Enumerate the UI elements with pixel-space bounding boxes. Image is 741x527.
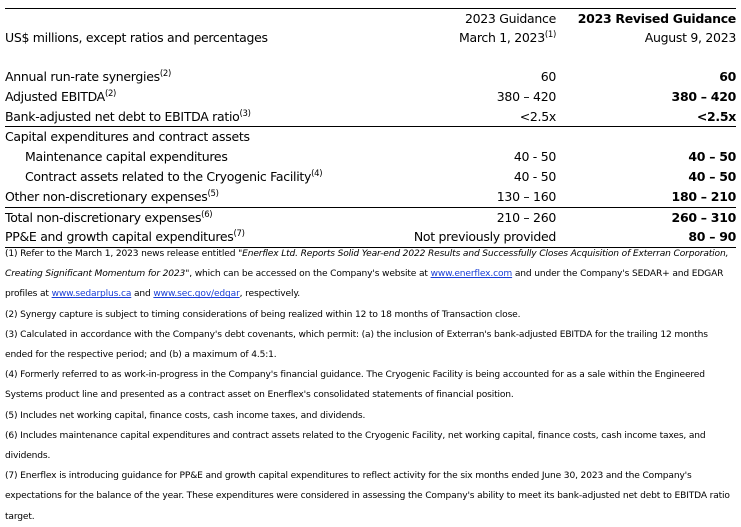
- units-label: US$ millions, except ratios and percentages: [5, 30, 268, 45]
- footnote-ref: (6): [201, 209, 213, 220]
- table-row: [5, 187, 736, 208]
- revised-guidance-value: 260 – 310: [671, 209, 736, 225]
- footnote-4: (4) Formerly referred to as work-in-progress in the Company's financial guidance. The Cryogenic Facility is being accounted for as a sale within the Engineered Systems product line and presented as a contract asset on Enerflex's consolidated statements of financial position.: [5, 370, 705, 401]
- col-prior-date-text: March 1, 2023: [458, 30, 545, 45]
- header-row-2: [5, 28, 736, 47]
- row-label-text: Contract assets related to the Cryogenic Facility: [25, 168, 312, 184]
- table-row: [5, 208, 736, 228]
- row-label: [5, 167, 346, 187]
- footnote-7: (7) Enerflex is introducing guidance for PP&E and growth capital expenditures to reflect activity for the six months ended June 30, 2023 and the Company's expectations for the balance of the year. These expenditures were considered in assessing the Company's ability to meet its bank-adjusted net debt to EBITDA ratio target.: [5, 471, 730, 522]
- row-label: [5, 87, 346, 107]
- revised-guidance-value: 60: [719, 69, 736, 84]
- release-title: "Enerflex Ltd. Reports Solid Year-end 2022 Results and Successfully Closes Acquisition of Exterran Corporation, Creating Significant Momentum for 2023": [5, 249, 729, 280]
- footnote-ref: (4): [311, 168, 323, 179]
- row-label: [5, 147, 346, 167]
- footnote-ref: (2): [159, 69, 171, 79]
- row-label-text: PP&E and growth capital expenditures: [5, 229, 234, 245]
- row-label-text: Adjusted EBITDA: [5, 88, 105, 104]
- footnote-text: and under the Company's SEDAR+ and EDGAR profiles at: [5, 269, 724, 300]
- prior-guidance-value: 380 – 420: [496, 88, 556, 104]
- header-row-1: [5, 9, 736, 28]
- row-label-text: Annual run-rate synergies: [5, 69, 160, 84]
- prior-guidance-value: 40 - 50: [513, 149, 556, 165]
- row-label-text: Maintenance capital expenditures: [25, 149, 228, 165]
- revised-guidance-value: 40 – 50: [688, 168, 736, 184]
- row-label-text: Bank-adjusted net debt to EBITDA ratio: [5, 108, 240, 124]
- table-row: [5, 127, 736, 147]
- table-row: [5, 87, 736, 107]
- row-label: [5, 107, 346, 127]
- footnotes: [5, 244, 736, 527]
- prior-guidance-value: 210 – 260: [496, 209, 556, 225]
- prior-guidance-value: 60: [540, 69, 556, 84]
- revised-guidance-value: 40 – 50: [688, 149, 736, 165]
- row-label-text: Total non-discretionary expenses: [5, 209, 202, 225]
- revised-guidance-value: <2.5x: [696, 108, 736, 124]
- footnote-text: (1) Refer to the March 1, 2023 news release entitled: [5, 249, 239, 259]
- footnote-2: (2) Synergy capture is subject to timing considerations of being realized within 12 to 18 months of Transaction close.: [5, 309, 521, 320]
- footnote-ref: (3): [239, 108, 251, 119]
- sedarplus-link[interactable]: www.sedarplus.ca: [51, 289, 132, 300]
- footnote-6: (6) Includes maintenance capital expenditures and contract assets related to the Cryogenic Facility, net working capital, finance costs, cash income taxes, and dividends.: [5, 430, 706, 462]
- footnote-ref: (1): [544, 30, 556, 40]
- prior-guidance-value: 130 – 160: [496, 188, 556, 204]
- table-row: [5, 147, 736, 167]
- enerflex-link[interactable]: www.enerflex.com: [430, 269, 513, 280]
- row-label: [5, 127, 346, 147]
- prior-guidance-value: 40 - 50: [513, 168, 556, 184]
- revised-guidance-value: 180 – 210: [671, 188, 736, 204]
- col-prior-date: [346, 28, 556, 47]
- row-label: [5, 208, 346, 228]
- footnote-3: (3) Calculated in accordance with the Company's debt covenants, which permit: (a) the inclusion of Exterran's bank-adjusted EBITDA for the trailing 12 months ended for the respective period; and (b) a maximum of 4.5:1.: [5, 329, 708, 361]
- guidance-table: [5, 8, 736, 248]
- revised-guidance-value: 80 – 90: [688, 229, 736, 245]
- row-label: [5, 187, 346, 207]
- edgar-link[interactable]: www.sec.gov/edgar: [153, 289, 240, 300]
- row-label-text: Capital expenditures and contract assets: [5, 129, 250, 145]
- col-revised-date: August 9, 2023: [644, 30, 736, 45]
- table-row: [5, 107, 736, 128]
- table-row: [5, 67, 736, 87]
- footnote-ref: (5): [207, 188, 219, 199]
- footnote-text: , respectively.: [239, 289, 301, 300]
- footnote-1: [5, 244, 736, 305]
- revised-guidance-value: 380 – 420: [671, 88, 736, 104]
- row-label: [5, 67, 346, 87]
- footnote-5: (5) Includes net working capital, finance costs, cash income taxes, and dividends.: [5, 410, 366, 421]
- footnote-text: , which can be accessed on the Company's website at: [189, 269, 431, 280]
- prior-guidance-value: Not previously provided: [413, 229, 556, 245]
- col-prior-title: 2023 Guidance: [464, 11, 556, 26]
- footnote-text: and: [131, 289, 154, 300]
- col-revised-title: 2023 Revised Guidance: [577, 11, 736, 26]
- table-row: [5, 167, 736, 187]
- prior-guidance-value: <2.5x: [519, 108, 556, 124]
- footnote-ref: (2): [104, 88, 117, 99]
- row-label-text: Other non-discretionary expenses: [5, 188, 208, 204]
- footnote-ref: (7): [233, 229, 245, 240]
